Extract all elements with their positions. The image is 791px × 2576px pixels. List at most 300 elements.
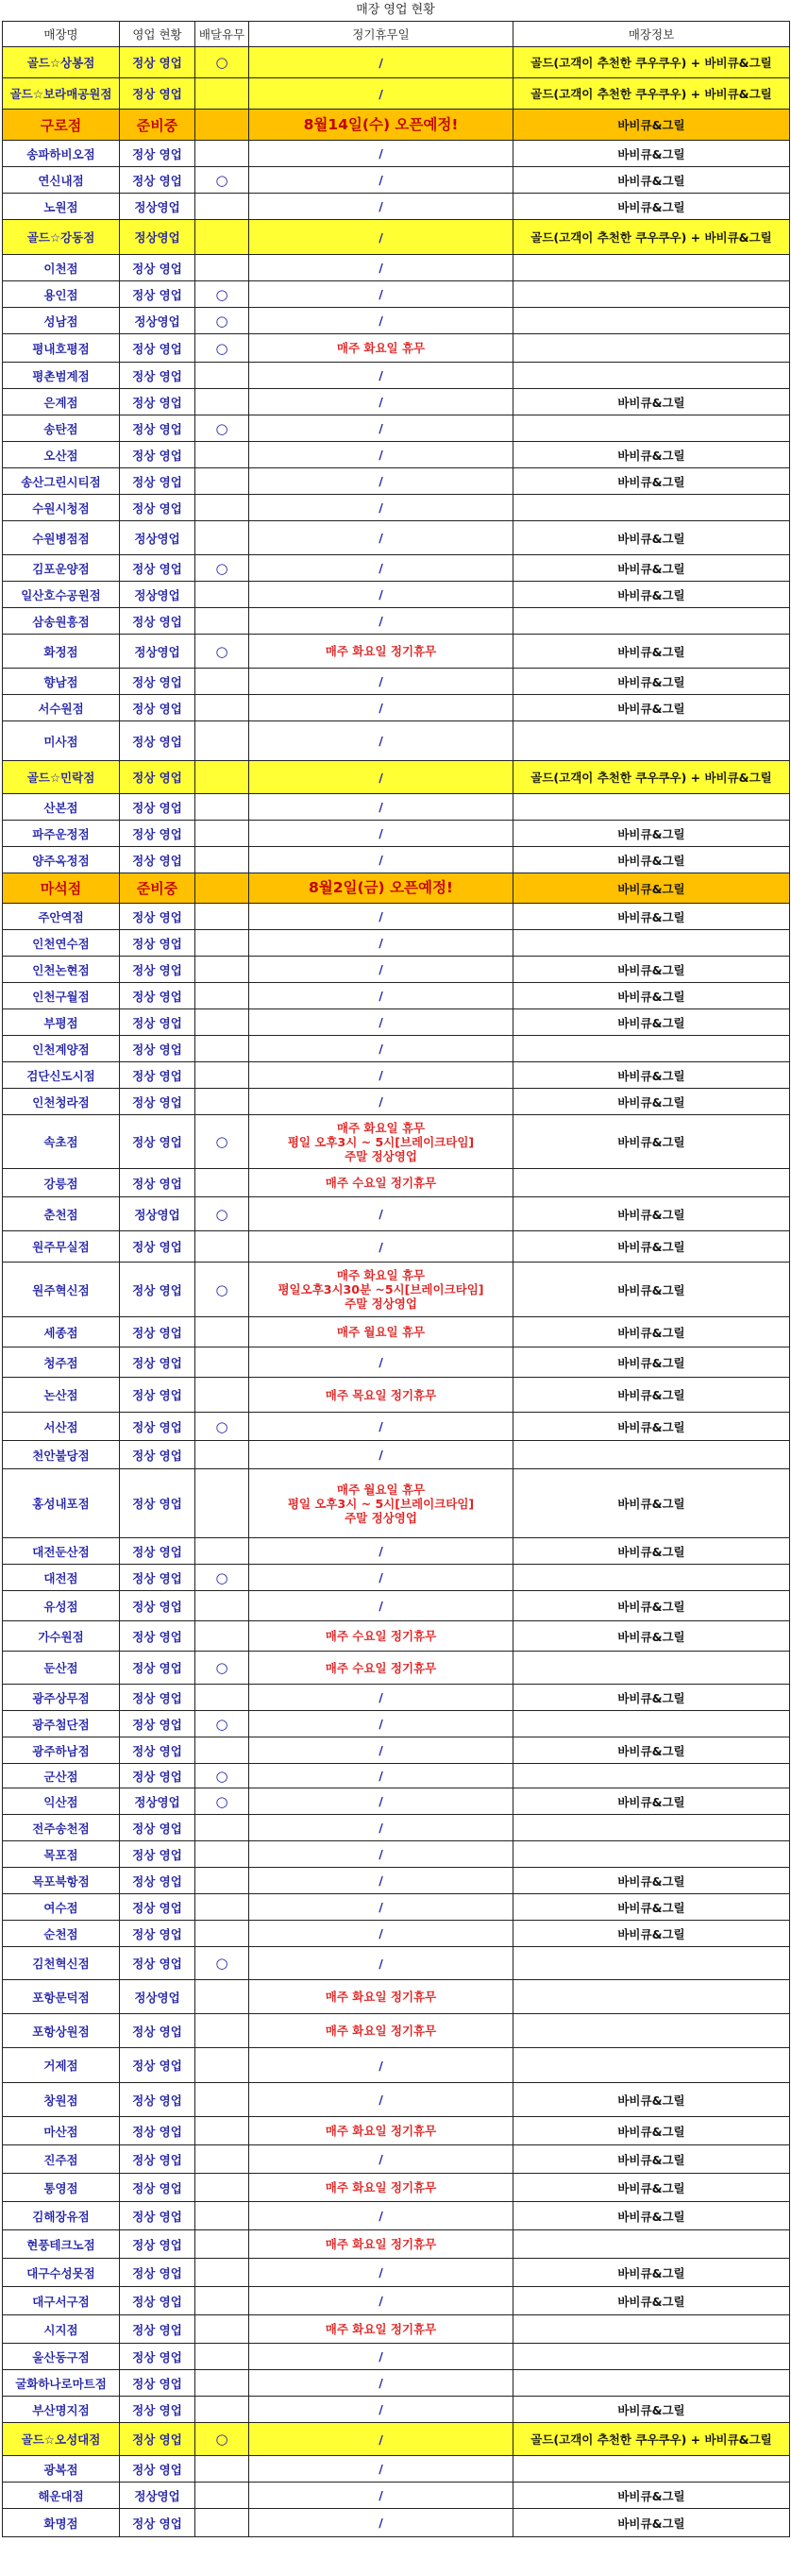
store-name-cell: 마석점 bbox=[3, 873, 120, 904]
table-row bbox=[3, 1788, 790, 1815]
holiday-cell: / bbox=[249, 794, 513, 821]
holiday-cell: 매주 화요일 휴무 평일 오후3시 ~ 5시[브레이크타임] 주말 정상영업 bbox=[249, 1115, 513, 1169]
table-row bbox=[3, 1089, 790, 1115]
store-name-cell: 포항문덕점 bbox=[3, 1980, 120, 2014]
table-row bbox=[3, 1764, 790, 1788]
table-row bbox=[3, 1565, 790, 1591]
table-row bbox=[3, 1737, 790, 1764]
store-name-cell: 성남점 bbox=[3, 308, 120, 334]
table-row bbox=[3, 1062, 790, 1089]
store-name-cell: 향남점 bbox=[3, 669, 120, 695]
table-row bbox=[3, 669, 790, 695]
holiday-cell: / bbox=[249, 1737, 513, 1764]
delivery-cell bbox=[195, 255, 249, 281]
store-name-cell: 원주혁신점 bbox=[3, 1263, 120, 1317]
store-name-cell: 대전둔산점 bbox=[3, 1538, 120, 1565]
store-name-cell: 해운대점 bbox=[3, 2483, 120, 2509]
status-cell: 정상 영업 bbox=[120, 1841, 195, 1868]
table-row bbox=[3, 521, 790, 555]
holiday-cell: 매주 화요일 정기휴무 bbox=[249, 635, 513, 669]
holiday-cell: 8월14일(수) 오픈예정! bbox=[249, 110, 513, 141]
status-cell: 정상영업 bbox=[120, 1980, 195, 2014]
store-name-cell: 군산점 bbox=[3, 1764, 120, 1788]
store-info-cell: 바비큐&그릴 bbox=[513, 1413, 790, 1441]
delivery-cell bbox=[195, 2397, 249, 2423]
holiday-cell: / bbox=[249, 1347, 513, 1378]
store-info-cell: 바비큐&그릴 bbox=[513, 983, 790, 1009]
store-name-cell: 통영점 bbox=[3, 2174, 120, 2202]
column-header-store-info: 매장정보 bbox=[513, 22, 790, 47]
store-info-cell bbox=[513, 2344, 790, 2370]
holiday-cell: / bbox=[249, 1089, 513, 1115]
store-info-cell: 바비큐&그릴 bbox=[513, 110, 790, 141]
table-row bbox=[3, 1591, 790, 1621]
store-name-cell: 골드☆강동점 bbox=[3, 220, 120, 255]
store-name-cell: 대구수성못점 bbox=[3, 2259, 120, 2287]
table-row bbox=[3, 2145, 790, 2174]
delivery-cell bbox=[195, 1591, 249, 1621]
delivery-cell bbox=[195, 2259, 249, 2287]
table-row bbox=[3, 2509, 790, 2537]
table-row bbox=[3, 1009, 790, 1036]
table-row bbox=[3, 847, 790, 873]
store-name-cell: 거제점 bbox=[3, 2048, 120, 2083]
delivery-cell bbox=[195, 220, 249, 255]
store-info-cell: 바비큐&그릴 bbox=[513, 1894, 790, 1921]
table-row bbox=[3, 2456, 790, 2483]
table-row bbox=[3, 761, 790, 794]
store-info-cell bbox=[513, 1441, 790, 1469]
store-name-cell: 산본점 bbox=[3, 794, 120, 821]
table-row bbox=[3, 110, 790, 141]
holiday-cell: / bbox=[249, 521, 513, 555]
holiday-cell: 매주 월요일 휴무 bbox=[249, 1317, 513, 1347]
store-info-cell: 바비큐&그릴 bbox=[513, 468, 790, 495]
delivery-cell bbox=[195, 468, 249, 495]
store-info-cell: 골드(고객이 추천한 쿠우쿠우) + 바비큐&그릴 bbox=[513, 761, 790, 794]
store-name-cell: 골드☆민락점 bbox=[3, 761, 120, 794]
delivery-cell bbox=[195, 1036, 249, 1062]
store-info-cell: 바비큐&그릴 bbox=[513, 904, 790, 930]
table-row bbox=[3, 635, 790, 669]
status-cell: 정상 영업 bbox=[120, 1868, 195, 1894]
column-header-store-name: 매장명 bbox=[3, 22, 120, 47]
store-name-cell: 논산점 bbox=[3, 1378, 120, 1413]
store-info-cell: 바비큐&그릴 bbox=[513, 2483, 790, 2509]
holiday-cell: 매주 화요일 정기휴무 bbox=[249, 1980, 513, 2014]
table-row bbox=[3, 1231, 790, 1263]
store-info-cell bbox=[513, 363, 790, 389]
store-name-cell: 평촌범계점 bbox=[3, 363, 120, 389]
status-cell: 정상 영업 bbox=[120, 1947, 195, 1980]
store-info-cell: 바비큐&그릴 bbox=[513, 1378, 790, 1413]
table-row bbox=[3, 2370, 790, 2397]
table-row bbox=[3, 1469, 790, 1538]
holiday-cell: / bbox=[249, 308, 513, 334]
holiday-cell: / bbox=[249, 930, 513, 957]
delivery-cell bbox=[195, 983, 249, 1009]
holiday-cell: / bbox=[249, 957, 513, 983]
table-row bbox=[3, 308, 790, 334]
store-name-cell: 대전점 bbox=[3, 1565, 120, 1591]
store-info-cell: 바비큐&그릴 bbox=[513, 2174, 790, 2202]
holiday-cell: / bbox=[249, 1685, 513, 1711]
store-info-cell bbox=[513, 2014, 790, 2048]
table-row bbox=[3, 983, 790, 1009]
status-cell: 정상 영업 bbox=[120, 1469, 195, 1538]
store-name-cell: 김해장유점 bbox=[3, 2202, 120, 2230]
store-info-cell bbox=[513, 1169, 790, 1197]
delivery-cell: ○ bbox=[195, 1197, 249, 1231]
table-row bbox=[3, 1538, 790, 1565]
store-name-cell: 구로점 bbox=[3, 110, 120, 141]
delivery-cell: ○ bbox=[195, 1413, 249, 1441]
store-info-cell bbox=[513, 1711, 790, 1737]
holiday-cell: / bbox=[249, 1868, 513, 1894]
delivery-cell bbox=[195, 1737, 249, 1764]
status-cell: 정상 영업 bbox=[120, 1115, 195, 1169]
holiday-cell: / bbox=[249, 495, 513, 521]
delivery-cell bbox=[195, 1169, 249, 1197]
delivery-cell bbox=[195, 78, 249, 110]
delivery-cell bbox=[195, 2145, 249, 2174]
holiday-cell: 매주 월요일 휴무 평일 오후3시 ~ 5시[브레이크타임] 주말 정상영업 bbox=[249, 1469, 513, 1538]
store-name-cell: 원주무실점 bbox=[3, 1231, 120, 1263]
store-name-cell: 둔산점 bbox=[3, 1652, 120, 1685]
delivery-cell bbox=[195, 2370, 249, 2397]
delivery-cell: ○ bbox=[195, 1764, 249, 1788]
store-info-cell: 바비큐&그릴 bbox=[513, 1009, 790, 1036]
store-info-cell bbox=[513, 1841, 790, 1868]
store-name-cell: 서수원점 bbox=[3, 695, 120, 721]
store-info-cell: 바비큐&그릴 bbox=[513, 1921, 790, 1947]
delivery-cell bbox=[195, 442, 249, 468]
store-info-cell: 바비큐&그릴 bbox=[513, 957, 790, 983]
status-cell: 정상영업 bbox=[120, 1197, 195, 1231]
store-name-cell: 삼송원흥점 bbox=[3, 608, 120, 635]
store-name-cell: 춘천점 bbox=[3, 1197, 120, 1231]
store-info-cell: 바비큐&그릴 bbox=[513, 1197, 790, 1231]
store-name-cell: 골드☆보라매공원점 bbox=[3, 78, 120, 110]
store-name-cell: 송파하비오점 bbox=[3, 141, 120, 167]
holiday-cell: / bbox=[249, 2344, 513, 2370]
delivery-cell: ○ bbox=[195, 1947, 249, 1980]
holiday-cell: 매주 화요일 정기휴무 bbox=[249, 2174, 513, 2202]
store-name-cell: 송산그린시티점 bbox=[3, 468, 120, 495]
status-cell: 정상 영업 bbox=[120, 555, 195, 582]
store-info-cell bbox=[513, 1815, 790, 1841]
table-row bbox=[3, 930, 790, 957]
store-name-cell: 골드☆오성대점 bbox=[3, 2423, 120, 2456]
status-cell: 정상 영업 bbox=[120, 2202, 195, 2230]
table-row bbox=[3, 220, 790, 255]
status-cell: 정상 영업 bbox=[120, 1317, 195, 1347]
store-info-cell bbox=[513, 930, 790, 957]
store-info-cell bbox=[513, 334, 790, 363]
table-row bbox=[3, 78, 790, 110]
status-cell: 정상 영업 bbox=[120, 167, 195, 194]
holiday-cell: / bbox=[249, 2483, 513, 2509]
status-cell: 정상 영업 bbox=[120, 1263, 195, 1317]
status-cell: 정상 영업 bbox=[120, 1652, 195, 1685]
store-name-cell: 수원시청점 bbox=[3, 495, 120, 521]
status-cell: 정상 영업 bbox=[120, 1441, 195, 1469]
status-cell: 정상 영업 bbox=[120, 47, 195, 78]
delivery-cell bbox=[195, 1815, 249, 1841]
store-name-cell: 연신내점 bbox=[3, 167, 120, 194]
store-name-cell: 수원병점점 bbox=[3, 521, 120, 555]
holiday-cell: / bbox=[249, 1815, 513, 1841]
store-info-cell bbox=[513, 1947, 790, 1980]
delivery-cell bbox=[195, 2048, 249, 2083]
table-row bbox=[3, 468, 790, 495]
table-row bbox=[3, 582, 790, 608]
holiday-cell: / bbox=[249, 608, 513, 635]
store-name-cell: 부평점 bbox=[3, 1009, 120, 1036]
holiday-cell: / bbox=[249, 983, 513, 1009]
holiday-cell: / bbox=[249, 363, 513, 389]
delivery-cell bbox=[195, 2014, 249, 2048]
store-name-cell: 세종점 bbox=[3, 1317, 120, 1347]
delivery-cell: ○ bbox=[195, 1565, 249, 1591]
status-cell: 정상 영업 bbox=[120, 1231, 195, 1263]
status-cell: 정상 영업 bbox=[120, 78, 195, 110]
holiday-cell: / bbox=[249, 1841, 513, 1868]
holiday-cell: / bbox=[249, 167, 513, 194]
table-row bbox=[3, 281, 790, 308]
status-cell: 정상 영업 bbox=[120, 1921, 195, 1947]
store-info-cell: 바비큐&그릴 bbox=[513, 1469, 790, 1538]
store-name-cell: 오산점 bbox=[3, 442, 120, 468]
holiday-cell: / bbox=[249, 1538, 513, 1565]
holiday-cell: / bbox=[249, 78, 513, 110]
store-name-cell: 속초점 bbox=[3, 1115, 120, 1169]
store-info-cell: 바비큐&그릴 bbox=[513, 582, 790, 608]
store-name-cell: 목포북항점 bbox=[3, 1868, 120, 1894]
table-row bbox=[3, 1263, 790, 1317]
status-cell: 정상 영업 bbox=[120, 1711, 195, 1737]
delivery-cell bbox=[195, 930, 249, 957]
store-info-cell: 바비큐&그릴 bbox=[513, 389, 790, 415]
delivery-cell bbox=[195, 2287, 249, 2315]
delivery-cell: ○ bbox=[195, 308, 249, 334]
status-cell: 정상 영업 bbox=[120, 957, 195, 983]
holiday-cell: / bbox=[249, 255, 513, 281]
delivery-cell: ○ bbox=[195, 1711, 249, 1737]
store-info-cell bbox=[513, 415, 790, 442]
holiday-cell: 매주 화요일 정기휴무 bbox=[249, 2117, 513, 2145]
store-info-cell: 바비큐&그릴 bbox=[513, 2145, 790, 2174]
store-info-cell bbox=[513, 1652, 790, 1685]
delivery-cell bbox=[195, 1685, 249, 1711]
delivery-cell bbox=[195, 2315, 249, 2344]
status-cell: 정상 영업 bbox=[120, 669, 195, 695]
table-row bbox=[3, 1413, 790, 1441]
table-row bbox=[3, 2083, 790, 2117]
table-row bbox=[3, 47, 790, 78]
status-cell: 준비중 bbox=[120, 873, 195, 904]
holiday-cell: / bbox=[249, 1036, 513, 1062]
store-name-cell: 김포운양점 bbox=[3, 555, 120, 582]
status-cell: 정상 영업 bbox=[120, 468, 195, 495]
table-row bbox=[3, 2397, 790, 2423]
status-cell: 정상 영업 bbox=[120, 2423, 195, 2456]
delivery-cell bbox=[195, 1009, 249, 1036]
status-cell: 정상 영업 bbox=[120, 389, 195, 415]
store-name-cell: 파주운정점 bbox=[3, 821, 120, 847]
delivery-cell bbox=[195, 669, 249, 695]
status-cell: 정상 영업 bbox=[120, 983, 195, 1009]
table-row bbox=[3, 1036, 790, 1062]
table-row bbox=[3, 873, 790, 904]
store-name-cell: 이천점 bbox=[3, 255, 120, 281]
table-row bbox=[3, 904, 790, 930]
store-info-cell: 바비큐&그릴 bbox=[513, 1737, 790, 1764]
delivery-cell bbox=[195, 1347, 249, 1378]
table-row bbox=[3, 1197, 790, 1231]
store-info-cell: 바비큐&그릴 bbox=[513, 141, 790, 167]
table-row bbox=[3, 1841, 790, 1868]
status-cell: 정상 영업 bbox=[120, 1169, 195, 1197]
delivery-cell bbox=[195, 2509, 249, 2537]
store-info-cell: 바비큐&그릴 bbox=[513, 1089, 790, 1115]
store-info-cell bbox=[513, 281, 790, 308]
table-row bbox=[3, 2483, 790, 2509]
delivery-cell: ○ bbox=[195, 415, 249, 442]
delivery-cell bbox=[195, 1317, 249, 1347]
store-info-cell: 바비큐&그릴 bbox=[513, 555, 790, 582]
store-name-cell: 순천점 bbox=[3, 1921, 120, 1947]
store-name-cell: 굴화하나로마트점 bbox=[3, 2370, 120, 2397]
table-row bbox=[3, 1947, 790, 1980]
status-cell: 정상 영업 bbox=[120, 415, 195, 442]
holiday-cell: / bbox=[249, 220, 513, 255]
store-name-cell: 강릉점 bbox=[3, 1169, 120, 1197]
store-name-cell: 화명점 bbox=[3, 2509, 120, 2537]
store-name-cell: 울산동구점 bbox=[3, 2344, 120, 2370]
table-row bbox=[3, 363, 790, 389]
table-row bbox=[3, 794, 790, 821]
column-header-holiday: 정기휴무일 bbox=[249, 22, 513, 47]
store-name-cell: 시지점 bbox=[3, 2315, 120, 2344]
holiday-cell: / bbox=[249, 1947, 513, 1980]
holiday-cell: / bbox=[249, 1413, 513, 1441]
store-info-cell bbox=[513, 2048, 790, 2083]
store-info-cell: 바비큐&그릴 bbox=[513, 695, 790, 721]
store-name-cell: 광주상무점 bbox=[3, 1685, 120, 1711]
store-name-cell: 평내호평점 bbox=[3, 334, 120, 363]
column-header-delivery: 배달유무 bbox=[195, 22, 249, 47]
store-info-cell: 골드(고객이 추천한 쿠우쿠우) + 바비큐&그릴 bbox=[513, 220, 790, 255]
status-cell: 정상 영업 bbox=[120, 2145, 195, 2174]
table-row bbox=[3, 389, 790, 415]
holiday-cell: / bbox=[249, 695, 513, 721]
delivery-cell bbox=[195, 2483, 249, 2509]
store-name-cell: 김천혁신점 bbox=[3, 1947, 120, 1980]
status-cell: 정상 영업 bbox=[120, 442, 195, 468]
status-cell: 정상 영업 bbox=[120, 1538, 195, 1565]
store-info-cell bbox=[513, 721, 790, 761]
store-info-cell: 바비큐&그릴 bbox=[513, 873, 790, 904]
holiday-cell: 매주 화요일 정기휴무 bbox=[249, 2230, 513, 2259]
store-info-cell: 바비큐&그릴 bbox=[513, 1788, 790, 1815]
delivery-cell: ○ bbox=[195, 2423, 249, 2456]
store-name-cell: 광주첨단점 bbox=[3, 1711, 120, 1737]
holiday-cell: / bbox=[249, 141, 513, 167]
holiday-cell: / bbox=[249, 1591, 513, 1621]
holiday-cell: / bbox=[249, 2145, 513, 2174]
status-cell: 정상 영업 bbox=[120, 904, 195, 930]
holiday-cell: / bbox=[249, 47, 513, 78]
status-cell: 정상 영업 bbox=[120, 1347, 195, 1378]
delivery-cell bbox=[195, 363, 249, 389]
table-row bbox=[3, 1378, 790, 1413]
table-body bbox=[3, 47, 790, 2537]
delivery-cell: ○ bbox=[195, 1115, 249, 1169]
store-info-cell: 바비큐&그릴 bbox=[513, 1347, 790, 1378]
table-row bbox=[3, 1685, 790, 1711]
delivery-cell bbox=[195, 1621, 249, 1652]
holiday-cell: / bbox=[249, 442, 513, 468]
store-info-cell: 바비큐&그릴 bbox=[513, 1868, 790, 1894]
holiday-cell: / bbox=[249, 1711, 513, 1737]
delivery-cell bbox=[195, 2456, 249, 2483]
holiday-cell: 8월2일(금) 오픈예정! bbox=[249, 873, 513, 904]
table-row bbox=[3, 1441, 790, 1469]
table-row bbox=[3, 695, 790, 721]
status-cell: 정상 영업 bbox=[120, 141, 195, 167]
store-info-cell: 바비큐&그릴 bbox=[513, 1317, 790, 1347]
status-cell: 정상 영업 bbox=[120, 2048, 195, 2083]
store-info-cell: 바비큐&그릴 bbox=[513, 2083, 790, 2117]
store-name-cell: 인천청라점 bbox=[3, 1089, 120, 1115]
status-cell: 준비중 bbox=[120, 110, 195, 141]
table-row bbox=[3, 1921, 790, 1947]
store-name-cell: 일산호수공원점 bbox=[3, 582, 120, 608]
status-cell: 정상 영업 bbox=[120, 1378, 195, 1413]
table-row bbox=[3, 141, 790, 167]
store-info-cell: 바비큐&그릴 bbox=[513, 1263, 790, 1317]
table-row bbox=[3, 2048, 790, 2083]
holiday-cell: / bbox=[249, 389, 513, 415]
holiday-cell: / bbox=[249, 847, 513, 873]
store-info-cell bbox=[513, 2230, 790, 2259]
store-name-cell: 광주하남점 bbox=[3, 1737, 120, 1764]
store-name-cell: 인천구월점 bbox=[3, 983, 120, 1009]
delivery-cell bbox=[195, 2344, 249, 2370]
table-row bbox=[3, 2344, 790, 2370]
status-cell: 정상 영업 bbox=[120, 1591, 195, 1621]
status-cell: 정상 영업 bbox=[120, 1009, 195, 1036]
status-cell: 정상 영업 bbox=[120, 255, 195, 281]
store-info-cell bbox=[513, 495, 790, 521]
status-cell: 정상 영업 bbox=[120, 1413, 195, 1441]
store-name-cell: 익산점 bbox=[3, 1788, 120, 1815]
delivery-cell bbox=[195, 141, 249, 167]
store-info-cell bbox=[513, 1565, 790, 1591]
delivery-cell: ○ bbox=[195, 555, 249, 582]
store-name-cell: 송탄점 bbox=[3, 415, 120, 442]
store-info-cell: 바비큐&그릴 bbox=[513, 1591, 790, 1621]
status-cell: 정상 영업 bbox=[120, 2509, 195, 2537]
holiday-cell: / bbox=[249, 281, 513, 308]
store-name-cell: 창원점 bbox=[3, 2083, 120, 2117]
store-name-cell: 인천계양점 bbox=[3, 1036, 120, 1062]
store-info-cell: 골드(고객이 추천한 쿠우쿠우) + 바비큐&그릴 bbox=[513, 47, 790, 78]
holiday-cell: / bbox=[249, 1921, 513, 1947]
store-info-cell: 바비큐&그릴 bbox=[513, 2287, 790, 2315]
status-cell: 정상 영업 bbox=[120, 2117, 195, 2145]
